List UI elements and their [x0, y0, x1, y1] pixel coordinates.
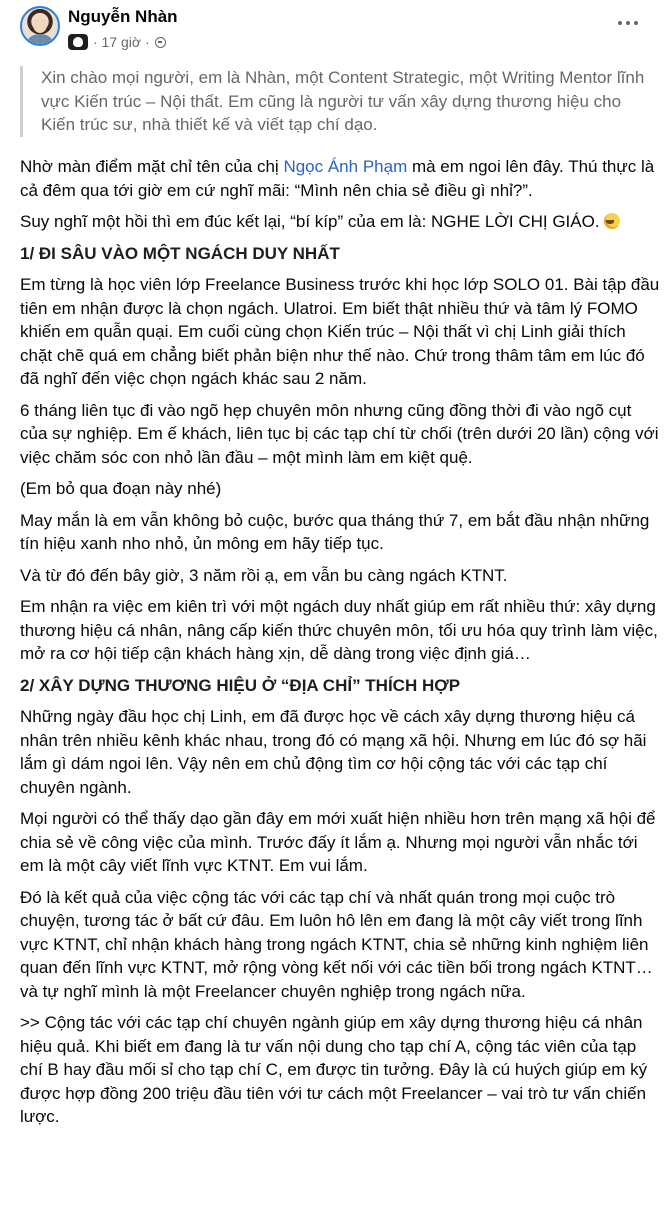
paragraph-text: Nhờ màn điểm mặt chỉ tên của chị — [20, 157, 284, 176]
paragraph-12: >> Cộng tác với các tạp chí chuyên ngành giúp em xây dựng thương hiệu cá nhân hiệu quả. Khi biết em đang là tư vấn nội dung cho tạp chí A, cộng tác viên của tạp chí B hay đầu mối sỉ cho tạp chí C, em được tin tưởng. Đây là cú huých giúp em ký được hợp đồng 200 triệu đầu tiên với tư cách một Freelancer – vai trò tư vấn chiến lược. — [20, 1013, 648, 1126]
paragraph-text: Suy nghĩ một hồi thì em đúc kết lại, “bí kíp” của em là: NGHE LỜI CHỊ GIÁO. — [20, 212, 605, 231]
post-meta — [68, 34, 166, 50]
paragraph-11: Đó là kết quả của việc cộng tác với các tạp chí và nhất quán trong mọi cuộc trò chuyện, tương tác ở bất cứ đâu. Em luôn hô lên em đang là một cây viết trong lĩnh vực KTNT, chỉ nhận khách hàng trong ngách KTNT, chia sẻ những kinh nghiệm liên quan đến lĩnh vực KTNT, mở rộng vòng kết nối với các tiền bối trong ngách KTNT… và tự nghĩ mình là một Freelancer chuyên nghiệp trong ngách nữa. — [20, 887, 653, 1001]
paragraph-9: Những ngày đầu học chị Linh, em đã được học về cách xây dựng thương hiệu cá nhân trên nhiều kênh khác nhau, trong đó có mạng xã hội. Nhưng em lúc đó sợ hãi lắm gì dám ngoi lên. Vậy nên em chủ động tìm cơ hội cộng tác với các tạp chí chuyên ngành. — [20, 707, 647, 797]
paragraph-7: Và từ đó đến bây giờ, 3 năm rồi ạ, em vẫn bu càng ngách KTNT. — [20, 565, 508, 585]
emoji-icon — [604, 213, 620, 229]
paragraph-4: 6 tháng liên tục đi vào ngõ hẹp chuyên môn nhưng cũng đồng thời đi vào ngõ cụt của sự nghiệp. Em ế khách, liên tục bị các tạp chí từ chối (trên dưới 20 lần) cộng với việc chăm sóc con nhỏ lần đầu – một mình làm em kiệt quệ. — [20, 400, 659, 467]
paragraph-8: Em nhận ra việc em kiên trì với một ngách duy nhất giúp em rất nhiều thứ: xây dựng thương hiệu cá nhân, nâng cấp kiến thức chuyên môn, tối ưu hóa quy trình làm việc, mở ra cơ hội tiếp cận khách hàng xịn, dễ dàng trong việc định giá… — [20, 597, 658, 663]
paragraph-3: Em từng là học viên lớp Freelance Business trước khi học lớp SOLO 01. Bài tập đầu tiên em nhận được là chọn ngách. Ulatroi. Em biết thật nhiều thứ và tâm lý FOMO khiến em quẫn quại. Em cuối cùng chọn Kiến trúc – Nội thất vì chị Linh giải thích chặt chẽ quá em chẳng biết phản biện như thế nào. Chứ trong thâm tâm em lúc đó đã nghĩ đến việc chọn ngách khác sau 2 năm. — [20, 275, 660, 388]
paragraph-text: mà em ngoi lên đây. Thú thực là cả đêm qua tới giờ em cứ nghĩ mãi: “Mình nên chia sẻ điều gì nhỉ?”. — [20, 157, 655, 200]
intro-quote: Xin chào mọi người, em là Nhàn, một Content Strategic, một Writing Mentor lĩnh vực Kiến trúc – Nội thất. Em cũng là người tư vấn xây dựng thương hiệu cho Kiến trúc sư, nhà thiết kế và viết tạp chí dạo. — [20, 66, 652, 137]
post-body — [10, 137, 660, 1129]
post-time[interactable]: · 17 giờ · — [93, 34, 150, 50]
group-member-icon[interactable] — [68, 34, 88, 50]
avatar[interactable] — [20, 6, 60, 46]
paragraph-10: Mọi người có thể thấy dạo gần đây em mới xuất hiện nhiều hơn trên mạng xã hội để chia sẻ về công việc của mình. Trước đấy ít lắm ạ. Nhưng mọi người vẫn nhắc tới em là một cây viết lĩnh vực KTNT. Em vui lắm. — [20, 809, 656, 875]
paragraph-1 — [20, 155, 660, 202]
author-name[interactable]: Nguyễn Nhàn — [68, 7, 178, 26]
dot-icon — [618, 21, 622, 25]
section-heading-1: 1/ ĐI SÂU VÀO MỘT NGÁCH DUY NHẤT — [20, 243, 340, 263]
post-header — [10, 0, 660, 56]
dot-icon — [626, 21, 630, 25]
paragraph-6: May mắn là em vẫn không bỏ cuộc, bước qua tháng thứ 7, em bắt đầu nhận những tín hiệu xanh nho nhỏ, ủn mông em hãy tiếp tục. — [20, 510, 650, 553]
paragraph-2 — [20, 210, 660, 234]
more-options-icon[interactable] — [618, 18, 640, 28]
privacy-globe-icon[interactable] — [155, 37, 166, 48]
avatar-body — [27, 34, 53, 46]
dot-icon — [634, 21, 638, 25]
section-heading-2: 2/ XÂY DỰNG THƯƠNG HIỆU Ở “ĐỊA CHỈ” THÍCH HỢP — [20, 675, 461, 695]
paragraph-5: (Em bỏ qua đoạn này nhé) — [20, 479, 222, 498]
avatar-face — [33, 17, 47, 33]
mention-link[interactable]: Ngọc Ánh Phạm — [283, 157, 408, 176]
